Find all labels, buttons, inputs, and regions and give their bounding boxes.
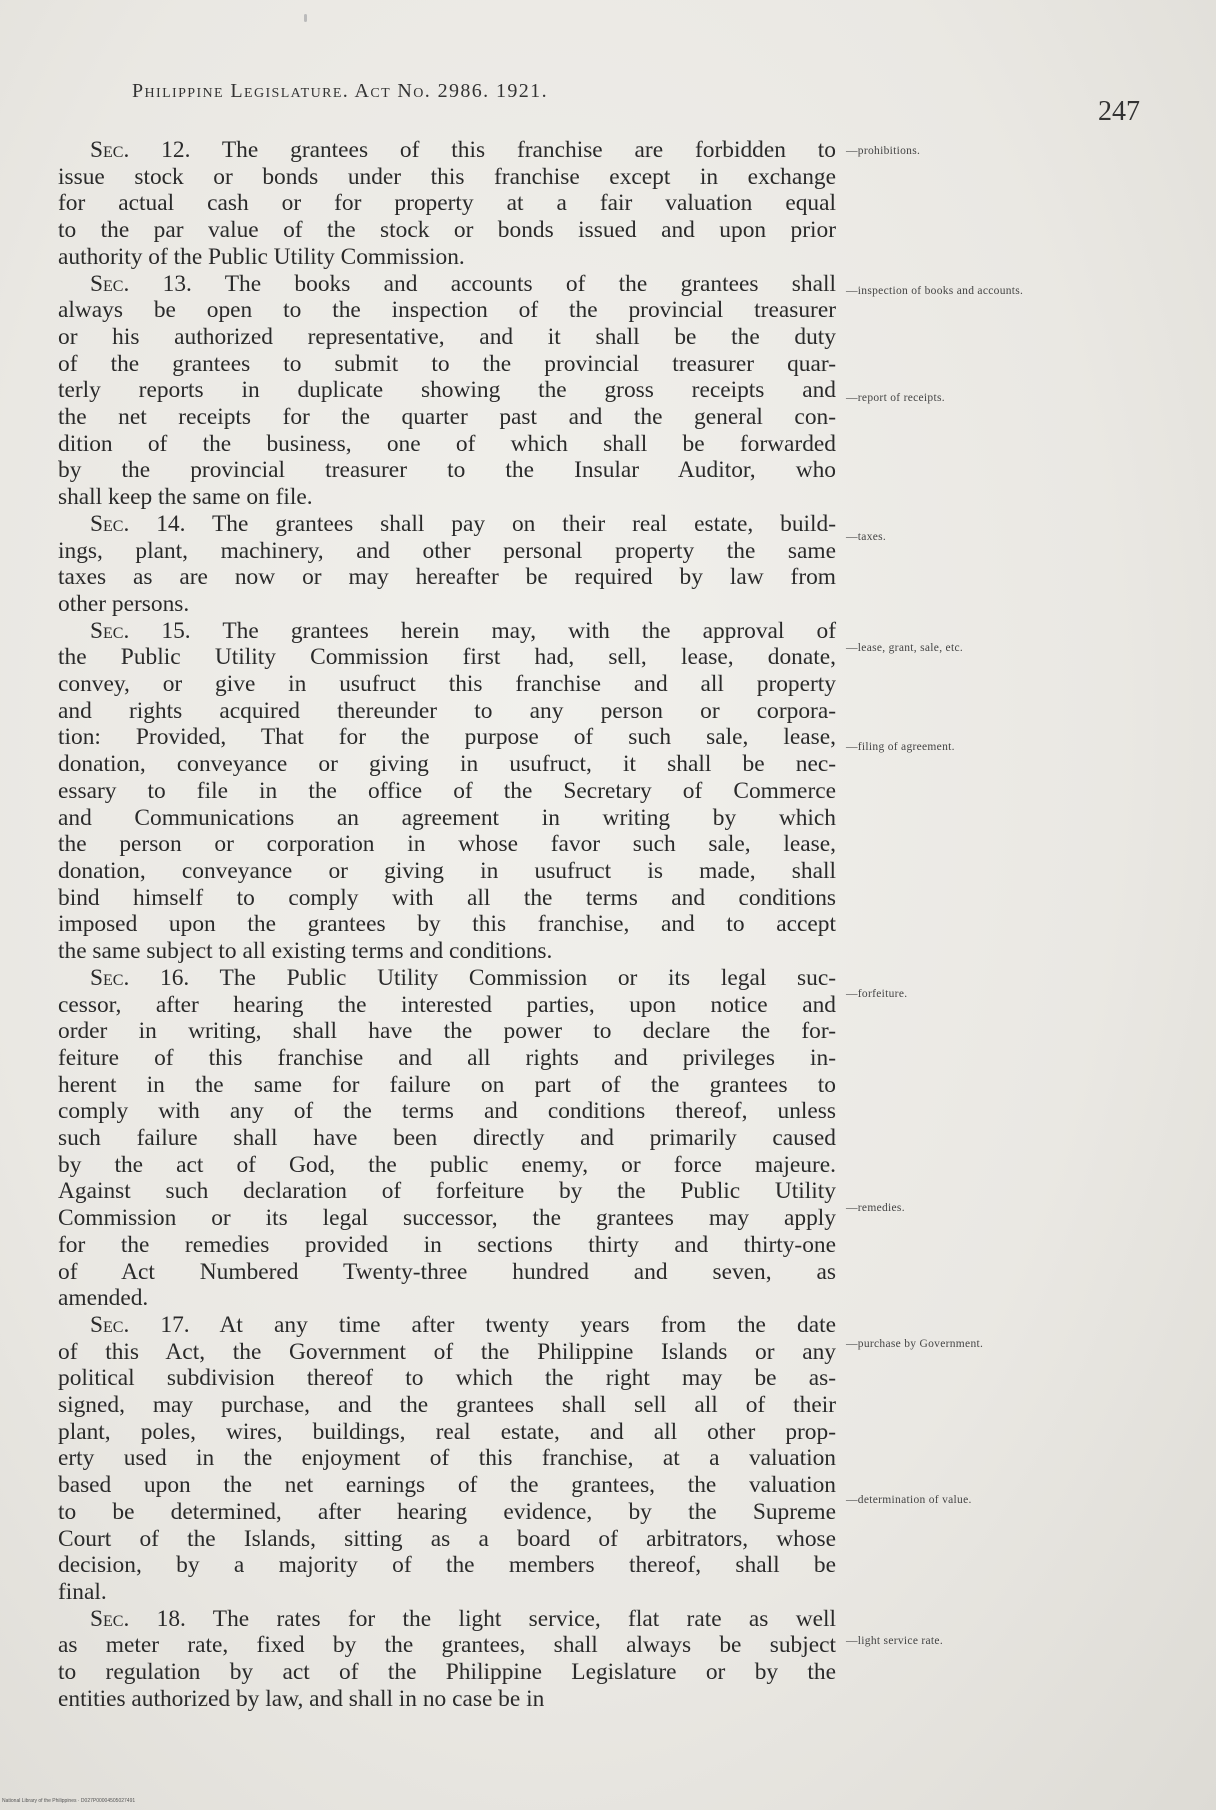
statute-line-text: of this Act, the Government of the Philippine Islands or any xyxy=(58,1338,836,1365)
statute-line xyxy=(58,1606,836,1633)
statute-line-text: bind himself to comply with all the terms and conditions xyxy=(58,884,836,911)
scan-speck xyxy=(304,14,307,22)
statute-line-text: signed, may purchase, and the grantees shall sell all of their xyxy=(58,1392,836,1419)
statute-line-text: Commission or its legal successor, the grantees may apply xyxy=(58,1205,836,1232)
statute-line-text: donation, conveyance or giving in usufruct is made, shall xyxy=(58,857,836,884)
margin-note-light-service: —light service rate. xyxy=(846,1635,944,1647)
statute-line xyxy=(58,618,836,645)
section-number: Sec. 12. xyxy=(90,137,191,163)
statute-line xyxy=(58,1125,836,1152)
statute-line xyxy=(58,297,836,324)
statute-line-text: always be open to the inspection of the provincial treasurer xyxy=(58,297,836,324)
statute-line xyxy=(58,1392,836,1419)
statute-line xyxy=(58,1045,836,1072)
statute-line xyxy=(58,778,836,805)
section-number: Sec. 15. xyxy=(90,617,191,644)
statute-line-text: political subdivision thereof to which the right may be as- xyxy=(58,1365,836,1392)
section-number: Sec. 16. xyxy=(90,964,190,991)
margin-note-filing: —filing of agreement. xyxy=(846,741,955,753)
margin-note-taxes: —taxes. xyxy=(846,531,887,543)
statute-line-text: decision, by a majority of the members thereof, shall be xyxy=(58,1552,836,1579)
statute-line xyxy=(58,911,836,938)
statute-line xyxy=(58,965,836,992)
statute-line-text: erty used in the enjoyment of this franchise, at a valuation xyxy=(58,1445,836,1472)
statute-line-text: to be determined, after hearing evidence, by the Supreme xyxy=(58,1498,836,1525)
section-number: Sec. 18. xyxy=(90,1605,186,1632)
statute-line xyxy=(58,1072,836,1099)
statute-line-text: the same subject to all existing terms and conditions. xyxy=(58,938,553,965)
statute-line-text: the Public Utility Commission first had, sell, lease, donate, xyxy=(58,644,836,671)
statute-line xyxy=(58,1526,836,1553)
margin-note-purchase: —purchase by Government. xyxy=(846,1338,984,1350)
statute-line-text: by the provincial treasurer to the Insular Auditor, who xyxy=(58,457,836,484)
statute-line xyxy=(58,1285,836,1312)
statute-line-text: donation, conveyance or giving in usufruct, it shall be nec- xyxy=(58,751,836,778)
statute-line-text: The grantees of this franchise are forbidden to xyxy=(190,137,836,163)
statute-line xyxy=(58,1312,836,1339)
statute-line xyxy=(58,885,836,912)
statute-line xyxy=(58,1445,836,1472)
statute-line xyxy=(58,1205,836,1232)
statute-line xyxy=(58,1686,836,1713)
statute-line xyxy=(58,137,836,164)
statute-line-text: imposed upon the grantees by this franchise, and to accept xyxy=(58,911,836,938)
statute-line-text: Court of the Islands, sitting as a board of arbitrators, whose xyxy=(58,1525,836,1552)
statute-line xyxy=(58,377,836,404)
statute-line-text: shall keep the same on file. xyxy=(58,484,313,511)
statute-line xyxy=(58,1632,836,1659)
statute-line-text: based upon the net earnings of the grantees, the valuation xyxy=(58,1472,836,1499)
statute-line-text: amended. xyxy=(58,1285,149,1312)
margin-note-determination: —determination of value. xyxy=(846,1494,972,1506)
statute-line-text: for the remedies provided in sections thirty and thirty-one xyxy=(58,1231,836,1258)
statute-line-text: the net receipts for the quarter past and the general con- xyxy=(58,404,836,431)
statute-line xyxy=(58,564,836,591)
statute-line-text: ings, plant, machinery, and other personal property the same xyxy=(58,537,836,564)
statute-line xyxy=(58,992,836,1019)
statute-line-text: by the act of God, the public enemy, or force majeure. xyxy=(58,1151,836,1178)
statute-line-text: entities authorized by law, and shall in no case be in xyxy=(58,1685,545,1712)
statute-line-text: cessor, after hearing the interested parties, upon notice and xyxy=(58,991,836,1018)
statute-line xyxy=(58,751,836,778)
statute-line xyxy=(58,1419,836,1446)
statute-line-text: The rates for the light service, flat rate as well xyxy=(185,1605,836,1632)
statute-line xyxy=(58,831,836,858)
margin-note-remedies: —remedies. xyxy=(846,1202,905,1214)
section-number: Sec. 14. xyxy=(90,510,186,537)
section-number: Sec. 17. xyxy=(90,1311,190,1338)
margin-note-inspection: —inspection of books and accounts. xyxy=(846,285,1024,297)
statute-line-text: The grantees shall pay on their real estate, build- xyxy=(185,510,836,537)
statute-line xyxy=(58,1232,836,1259)
statute-line-text: convey, or give in usufruct this franchise and all property xyxy=(58,671,836,698)
margin-note-prohibitions: —prohibitions. xyxy=(846,145,921,157)
statute-line-text: comply with any of the terms and conditions thereof, unless xyxy=(58,1098,836,1125)
statute-line-text: The grantees herein may, with the approval of xyxy=(190,617,837,644)
statute-line-text: essary to file in the office of the Secretary of Commerce xyxy=(58,777,836,804)
statute-line-text: The Public Utility Commission or its legal suc- xyxy=(189,964,836,991)
statute-line-text: herent in the same for failure on part of the grantees to xyxy=(58,1071,836,1098)
statute-line xyxy=(58,538,836,565)
statute-line-text: Against such declaration of forfeiture by the Public Utility xyxy=(58,1178,836,1205)
section-number: Sec. 13. xyxy=(90,270,192,297)
statute-line xyxy=(58,164,836,191)
statute-line-text: plant, poles, wires, buildings, real estate, and all other prop- xyxy=(58,1418,836,1445)
statute-line xyxy=(58,324,836,351)
margin-note-lease: —lease, grant, sale, etc. xyxy=(846,642,964,654)
statute-line xyxy=(58,644,836,671)
statute-line-text: the person or corporation in whose favor such sale, lease, xyxy=(58,831,836,858)
statute-line-text: dition of the business, one of which shall be forwarded xyxy=(58,430,836,457)
page-number: 247 xyxy=(1098,96,1140,127)
statute-line-text: and Communications an agreement in writing by which xyxy=(58,804,836,831)
statute-line xyxy=(58,858,836,885)
statute-line-text: feiture of this franchise and all rights and privileges in- xyxy=(58,1044,836,1071)
statute-line xyxy=(58,1178,836,1205)
statute-line-text: or his authorized representative, and it shall be the duty xyxy=(58,323,836,350)
statute-line xyxy=(58,431,836,458)
statute-line-text: tion: Provided, That for the purpose of such sale, lease, xyxy=(58,724,836,751)
statute-line-text: At any time after twenty years from the date xyxy=(189,1311,836,1338)
statute-line xyxy=(58,1499,836,1526)
statute-line xyxy=(58,1579,836,1606)
margin-note-report: —report of receipts. xyxy=(846,392,945,404)
statute-line-text: other persons. xyxy=(58,590,190,617)
statute-line xyxy=(58,698,836,725)
statute-line-text: to regulation by act of the Philippine Legislature or by the xyxy=(58,1659,836,1686)
statute-line-text: such failure shall have been directly and primarily caused xyxy=(58,1125,836,1152)
statute-line xyxy=(58,1018,836,1045)
statute-line xyxy=(58,1659,836,1686)
statute-line-text: for actual cash or for property at a fair valuation equal xyxy=(58,190,836,217)
statute-line xyxy=(58,1365,836,1392)
statute-line xyxy=(58,351,836,378)
statute-line xyxy=(58,217,836,244)
statute-line xyxy=(58,591,836,618)
statute-line-text: final. xyxy=(58,1578,107,1605)
margin-note-forfeiture: —forfeiture. xyxy=(846,988,908,1000)
statute-line xyxy=(58,511,836,538)
statute-line-text: terly reports in duplicate showing the gross receipts and xyxy=(58,377,836,404)
statute-line xyxy=(58,457,836,484)
statute-line-text: issue stock or bonds under this franchise except in exchange xyxy=(58,163,836,190)
statute-line xyxy=(58,244,836,271)
statute-line xyxy=(58,1552,836,1579)
statute-line-text: as meter rate, fixed by the grantees, shall always be subject xyxy=(58,1632,836,1659)
statute-line xyxy=(58,671,836,698)
statute-line xyxy=(58,805,836,832)
statute-line-text: and rights acquired thereunder to any person or corpora- xyxy=(58,697,836,724)
statute-body xyxy=(58,137,836,1712)
statute-line xyxy=(58,190,836,217)
statute-line xyxy=(58,1259,836,1286)
statute-line-text: of Act Numbered Twenty-three hundred and seven, as xyxy=(58,1258,836,1285)
statute-line-text: of the grantees to submit to the provincial treasurer quar- xyxy=(58,350,836,377)
statute-line xyxy=(58,1339,836,1366)
statute-line xyxy=(58,724,836,751)
statute-line xyxy=(58,1098,836,1125)
statute-line-text: to the par value of the stock or bonds issued and upon prior xyxy=(58,217,836,244)
statute-line-text: taxes as are now or may hereafter be required by law from xyxy=(58,564,836,591)
statute-line xyxy=(58,404,836,431)
statute-line xyxy=(58,271,836,298)
statute-line-text: order in writing, shall have the power to declare the for- xyxy=(58,1018,836,1045)
statute-line xyxy=(58,1472,836,1499)
running-header: Philippine Legislature. Act No. 2986. 1921. xyxy=(132,80,548,102)
statute-line-text: authority of the Public Utility Commission. xyxy=(58,243,465,270)
statute-line-text: The books and accounts of the grantees shall xyxy=(191,270,836,297)
library-footer: National Library of the Philippines · D027P00004505027491 xyxy=(2,1798,136,1804)
statute-line xyxy=(58,1152,836,1179)
statute-line xyxy=(58,938,836,965)
statute-line xyxy=(58,484,836,511)
